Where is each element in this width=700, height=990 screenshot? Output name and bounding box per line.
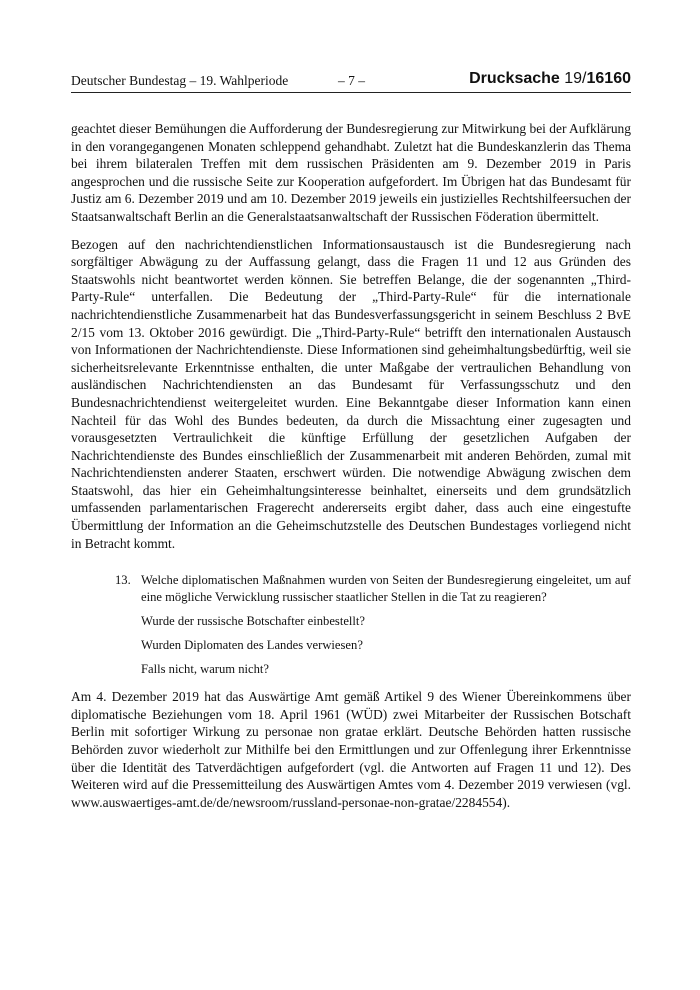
page-number: – 7 – <box>338 73 365 88</box>
question-block <box>115 572 631 678</box>
question-subitem: Wurde der russische Botschafter einbestellt? <box>141 614 366 629</box>
document-number-period: 19/ <box>559 70 587 87</box>
question-number: 13. <box>115 573 131 588</box>
question-text: Welche diplomatischen Maßnahmen wurden von Seiten der Bundesregierung eingeleitet, um auf eine mögliche Verwicklung russischer staatlicher Stellen in die Tat zu reagieren? <box>141 573 631 605</box>
header-rule <box>71 92 631 93</box>
document-body <box>71 120 631 821</box>
body-paragraph: geachtet dieser Bemühungen die Aufforderung der Bundesregierung zur Mitwirkung bei der Aufklärung in den vorangegangenen Monaten schleppend gehandhabt. Zuletzt hat die Bundeskanzlerin das Thema bei ihrem bilateralen Treffen mit dem russischen Präsidenten am 9. Dezember 2019 in Paris angesprochen und die russische Seite zur Kooperation aufgefordert. Im Übrigen hat das Bundesamt für Justiz am 6. Dezember 2019 und am 10. Dezember 2019 jeweils ein justizielles Rechtshilfeersuchen der Staatsanwaltschaft Berlin an die Generalstaatsanwaltschaft der Russischen Föderation übermittelt. <box>71 121 631 224</box>
document-number <box>469 70 631 88</box>
header-publication: Deutscher Bundestag – 19. Wahlperiode <box>71 73 289 88</box>
document-number-value: 16160 <box>586 70 631 87</box>
document-number-label: Drucksache <box>469 70 560 87</box>
answer-paragraph: Am 4. Dezember 2019 hat das Auswärtige Amt gemäß Artikel 9 des Wiener Übereinkommens über diplomatische Beziehungen vom 18. April 1961 (WÜD) zwei Mitarbeiter der Russischen Botschaft Berlin mit sofortiger Wirkung zu personae non gratae erklärt. Deutsche Behörden hatten russische Behörden zuvor wiederholt zur Mithilfe bei den Ermittlungen und zur Offenlegung ihrer Erkenntnisse über die Identität des Tatverdächtigen aufgefordert (vgl. die Antworten auf Fragen 11 und 12). Des Weiteren wird auf die Pressemitteilung des Auswärtigen Amtes vom 4. Dezember 2019 verwiesen (vgl. www.auswaertiges-amt.de/de/newsroom/russland-personae-non-gratae/2284554). <box>71 689 631 810</box>
question-subitem: Wurden Diplomaten des Landes verwiesen? <box>141 638 363 653</box>
page-header <box>71 70 631 92</box>
question-subitem: Falls nicht, warum nicht? <box>141 662 270 677</box>
body-paragraph: Bezogen auf den nachrichtendienstlichen Informationsaustausch ist die Bundesregierung nach sorgfältiger Abwägung zu der Auffassung gelangt, dass die Fragen 11 und 12 aus Gründen des Staatswohls nicht beantwortet werden können. Sie betreffen Belange, die der sogenannten „Third-Party-Rule“ unterfallen. Die Bedeutung der „Third-Party-Rule“ für die internationale nachrichtendienstliche Zusammenarbeit hat das Bundesverfassungsgericht in seinem Beschluss 2 BvE 2/15 vom 13. Oktober 2016 gewürdigt. Die „Third-Party-Rule“ betrifft den internationalen Austausch von Informationen der Nachrichtendienste. Diese Informationen sind geheimhaltungsbedürftig, weil sie sicherheitsrelevante Erkenntnisse enthalten, die unter Maßgabe der vertraulichen Behandlung von ausländischen Nachrichtendiensten an das Bundesamt für Verfassungsschutz und den Bundesnachrichtendienst weitergeleitet wurden. Eine Bekanntgabe dieser Information kann einen Nachteil für das Wohl des Bundes bedeuten, da durch die Missachtung einer zugesagten und vorausgesetzten Vertraulichkeit die künftige Erfüllung der gesetzlichen Aufgaben der Nachrichtendienste des Bundes einschließlich der Zusammenarbeit mit anderen Behörden, zumal mit Nachrichtendiensten anderer Staaten, erschwert würden. Die notwendige Abwägung zwischen dem Staatswohl, das hier ein Geheimhaltungsinteresse beinhaltet, einerseits und dem grundsätzlich umfassenden parlamentarischen Fragerecht andererseits ergibt daher, dass auch eine eingestufte Übermittlung der Information an die Geheimschutzstelle des Deutschen Bundestages vorliegend nicht in Betracht kommt. <box>71 236 631 551</box>
